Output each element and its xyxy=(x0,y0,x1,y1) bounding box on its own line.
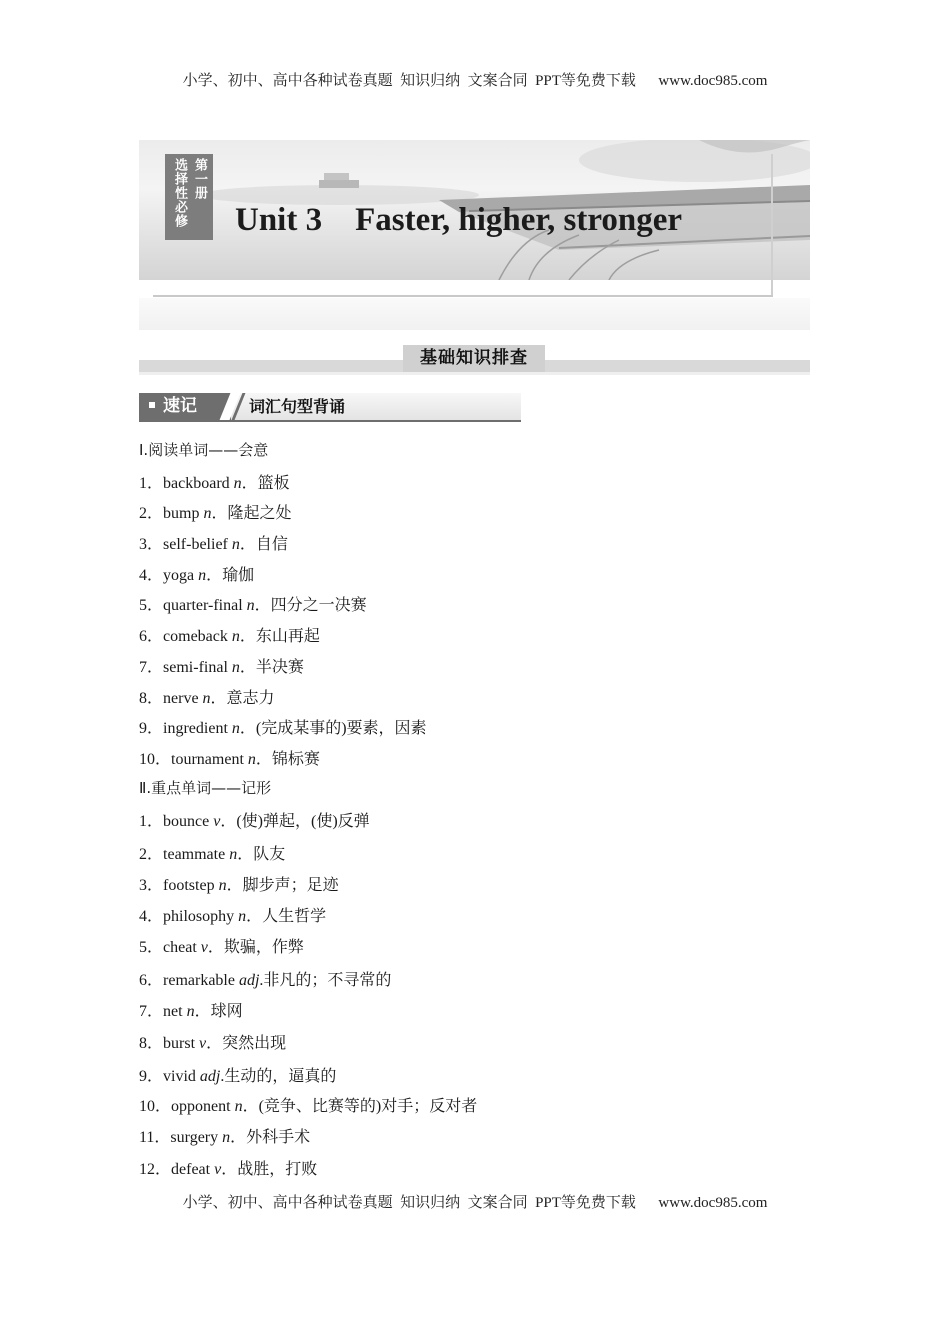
vocab-meaning: ．瑜伽 xyxy=(206,567,255,584)
vocab-number: 11． xyxy=(139,1129,171,1146)
vocab-number: 7． xyxy=(139,659,164,676)
vocab-word: tournament xyxy=(171,751,248,768)
vocab-number: 10． xyxy=(139,1098,172,1115)
vocab-meaning: ．脚步声；足迹 xyxy=(226,877,339,894)
vocab-part-of-speech: n xyxy=(233,475,242,492)
subheading-title: 词汇句型背诵 xyxy=(249,397,346,416)
vocab-part-of-speech: adj xyxy=(199,1068,221,1085)
vocab-part-of-speech: n xyxy=(234,1098,243,1115)
vocab-word: backboard xyxy=(163,475,234,492)
vocab-meaning: ．四分之一决赛 xyxy=(254,597,367,614)
vocab-word: cheat xyxy=(163,939,201,956)
subheading-title-box xyxy=(231,393,521,420)
vocab-word: vivid xyxy=(163,1068,200,1085)
vocab-part-of-speech: n xyxy=(222,1129,231,1146)
vocab-number: 1． xyxy=(139,813,164,830)
vocab-word: burst xyxy=(163,1035,200,1052)
vocab-word: comeback xyxy=(163,628,232,645)
vocab-number: 3． xyxy=(139,536,164,553)
vocab-word: teammate xyxy=(163,846,230,863)
vocab-meaning: ．球网 xyxy=(194,1003,243,1020)
vocab-item xyxy=(139,1124,310,1147)
vocab-word: surgery xyxy=(170,1129,223,1146)
unit-title: Unit 3 Faster, higher, stronger xyxy=(235,202,683,238)
section-band xyxy=(139,345,810,375)
vocab-number: 8． xyxy=(139,1035,164,1052)
part1-heading: Ⅰ.阅读单词——会意 xyxy=(139,441,269,459)
square-bullet-icon xyxy=(149,402,155,408)
vocab-number: 2． xyxy=(139,505,164,522)
vocab-item xyxy=(139,1093,477,1116)
vocab-number: 5． xyxy=(139,939,164,956)
vocab-item xyxy=(139,470,290,493)
vocab-part-of-speech: n xyxy=(218,877,227,894)
vocab-item xyxy=(139,592,367,615)
vocab-meaning: ．意志力 xyxy=(210,690,275,707)
textbook-volume-label xyxy=(165,154,213,240)
page-header: 小学、初中、高中各种试卷真题 知识归纳 文案合同 PPT等免费下载 www.doc985.com xyxy=(182,73,768,89)
part2-heading: Ⅱ.重点单词——记形 xyxy=(139,779,272,797)
vocab-part-of-speech: n xyxy=(231,536,240,553)
vocab-part-of-speech: v xyxy=(199,1035,207,1052)
vocab-item xyxy=(139,967,391,990)
vocab-item xyxy=(139,746,320,769)
vocab-number: 2． xyxy=(139,846,164,863)
subheading-tag: 速记 xyxy=(163,396,197,416)
vocab-word: yoga xyxy=(163,567,199,584)
vocab-number: 4． xyxy=(139,908,164,925)
unit-banner xyxy=(139,140,810,330)
vocab-number: 4． xyxy=(139,567,164,584)
vocab-number: 3． xyxy=(139,877,164,894)
vocab-part-of-speech: v xyxy=(214,1161,222,1178)
vocab-meaning: ．突然出现 xyxy=(206,1035,287,1052)
vocab-part-of-speech: n xyxy=(246,597,255,614)
vocab-meaning: ．队友 xyxy=(237,846,286,863)
vocab-number: 6． xyxy=(139,628,164,645)
vocab-number: 10． xyxy=(139,751,172,768)
vocab-meaning: ．(竞争、比赛等的)对手；反对者 xyxy=(242,1098,478,1115)
vocab-number: 6． xyxy=(139,972,164,989)
vocab-part-of-speech: n xyxy=(198,567,207,584)
vocab-meaning: ．欺骗，作弊 xyxy=(207,939,304,956)
banner-lower-strip xyxy=(139,298,810,330)
vocab-part-of-speech: v xyxy=(200,939,208,956)
vocab-word: defeat xyxy=(171,1161,215,1178)
vocab-part-of-speech: n xyxy=(229,846,238,863)
section-band-shadow xyxy=(139,372,810,375)
subheading xyxy=(139,393,521,422)
vocab-number: 9． xyxy=(139,1068,164,1085)
vocab-part-of-speech: n xyxy=(231,628,240,645)
vocab-part-of-speech: n xyxy=(202,690,211,707)
vocab-number: 8． xyxy=(139,690,164,707)
vocab-item xyxy=(139,1063,336,1086)
vocab-part-of-speech: v xyxy=(213,813,221,830)
vocab-word: remarkable xyxy=(163,972,239,989)
section-title: 基础知识排查 xyxy=(403,345,545,372)
vocab-item xyxy=(139,685,275,708)
vocab-word: ingredient xyxy=(163,720,232,737)
vocab-part-of-speech: n xyxy=(203,505,212,522)
vocab-meaning: .非凡的；不寻常的 xyxy=(259,972,392,989)
vocab-part-of-speech: n xyxy=(231,720,240,737)
vocab-word: nerve xyxy=(163,690,203,707)
vocab-part-of-speech: n xyxy=(247,751,256,768)
vocab-word: philosophy xyxy=(163,908,239,925)
vocab-meaning: ．外科手术 xyxy=(230,1129,311,1146)
page-footer: 小学、初中、高中各种试卷真题 知识归纳 文案合同 PPT等免费下载 www.doc985.com xyxy=(182,1195,768,1211)
vocab-item xyxy=(139,715,427,738)
vocab-word: quarter-final xyxy=(163,597,247,614)
vocab-item xyxy=(139,841,285,864)
vocab-part-of-speech: n xyxy=(231,659,240,676)
vocab-word: footstep xyxy=(163,877,219,894)
vocab-item xyxy=(139,903,326,926)
vocab-meaning: ．自信 xyxy=(239,536,288,553)
vocab-part-of-speech: n xyxy=(238,908,247,925)
vocab-meaning: ．(完成某事的)要素，因素 xyxy=(239,720,427,737)
vocab-item xyxy=(139,562,254,585)
vocab-meaning: .生动的，逼真的 xyxy=(220,1068,337,1085)
vocab-meaning: ．锦标赛 xyxy=(255,751,320,768)
vocab-number: 7． xyxy=(139,1003,164,1020)
vocab-item xyxy=(139,934,304,957)
vocab-number: 12． xyxy=(139,1161,172,1178)
vocab-item xyxy=(139,500,291,523)
volume-label-col1: 选择性必修 xyxy=(172,158,187,228)
vocab-meaning: ．(使)弹起，(使)反弹 xyxy=(220,813,370,830)
vocab-meaning: ．半决赛 xyxy=(239,659,304,676)
vocab-meaning: ．战胜，打败 xyxy=(221,1161,318,1178)
vocab-part-of-speech: adj xyxy=(238,972,260,989)
vocab-item xyxy=(139,872,339,895)
vocab-word: semi-final xyxy=(163,659,232,676)
vocab-item xyxy=(139,998,243,1021)
vocab-meaning: ．篮板 xyxy=(241,475,290,492)
vocab-part-of-speech: n xyxy=(186,1003,195,1020)
vocab-word: bounce xyxy=(163,813,214,830)
banner-frame-line xyxy=(153,295,773,297)
vocab-meaning: ．东山再起 xyxy=(239,628,320,645)
vocab-meaning: ．隆起之处 xyxy=(211,505,292,522)
vocab-word: opponent xyxy=(171,1098,235,1115)
vocab-meaning: ．人生哲学 xyxy=(246,908,327,925)
vocab-item xyxy=(139,1156,317,1179)
vocab-word: bump xyxy=(163,505,204,522)
vocab-number: 1． xyxy=(139,475,164,492)
subheading-underline xyxy=(139,420,521,422)
volume-label-col2: 第一册 xyxy=(192,158,207,200)
vocab-number: 9． xyxy=(139,720,164,737)
vocab-item xyxy=(139,808,370,831)
vocab-word: self-belief xyxy=(163,536,232,553)
vocab-word: net xyxy=(163,1003,187,1020)
vocab-number: 5． xyxy=(139,597,164,614)
vocab-item xyxy=(139,1030,286,1053)
subheading-tag-box xyxy=(139,393,231,420)
banner-frame-vertical xyxy=(771,154,773,296)
vocab-item xyxy=(139,654,304,677)
vocab-item xyxy=(139,623,320,646)
vocab-item xyxy=(139,531,288,554)
